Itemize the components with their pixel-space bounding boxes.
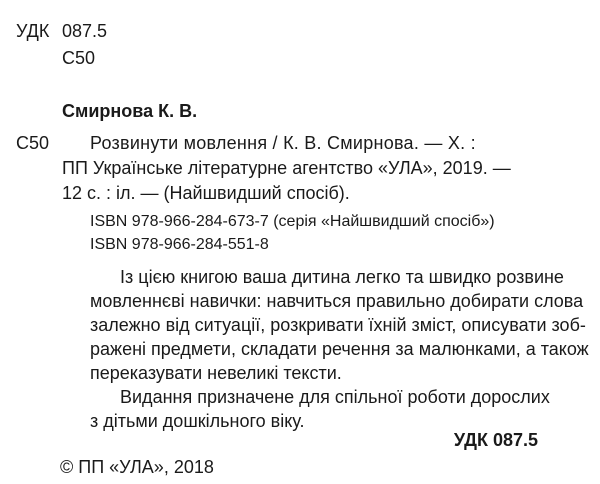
- author-sign-top: С50: [62, 48, 96, 68]
- description-line-3: залежно від ситуації, розкривати їхній зміст, описувати зоб-: [90, 315, 586, 335]
- audience-line-1: Видання призначене для спільної роботи дорослих: [120, 387, 550, 407]
- isbn-series: ISBN 978-966-284-673-7 (серія «Найшвидший спосіб»): [90, 213, 495, 230]
- author-sign-left: С50: [16, 133, 50, 153]
- author-heading: Смирнова К. В.: [62, 101, 198, 121]
- bib-line-2: ПП Українське літературне агентство «УЛА», 2019. —: [62, 158, 511, 178]
- copyright: © ПП «УЛА», 2018: [60, 457, 214, 477]
- description-line-5: переказувати невеликі тексти.: [90, 363, 342, 383]
- description-line-2: мовленнєві навички: навчиться правильно добирати слова: [90, 291, 584, 311]
- isbn-book: ISBN 978-966-284-551-8: [90, 236, 269, 253]
- udk-label: УДК: [16, 21, 50, 41]
- description-line-4: ражені предмети, складати речення за малюнками, а також: [90, 339, 589, 359]
- udk-bottom: УДК 087.5: [453, 430, 538, 450]
- description-line-1: Із цією книгою ваша дитина легко та швидко розвине: [120, 267, 564, 287]
- audience-line-2: з дітьми дошкільного віку.: [90, 411, 305, 431]
- description: [90, 265, 589, 433]
- bib-line-1: Розвинути мовлення / К. В. Смирнова. — Х. :: [90, 133, 476, 153]
- udk-code: 087.5: [62, 21, 108, 41]
- bib-line-3: 12 с. : іл. — (Найшвидший спосіб).: [62, 183, 350, 203]
